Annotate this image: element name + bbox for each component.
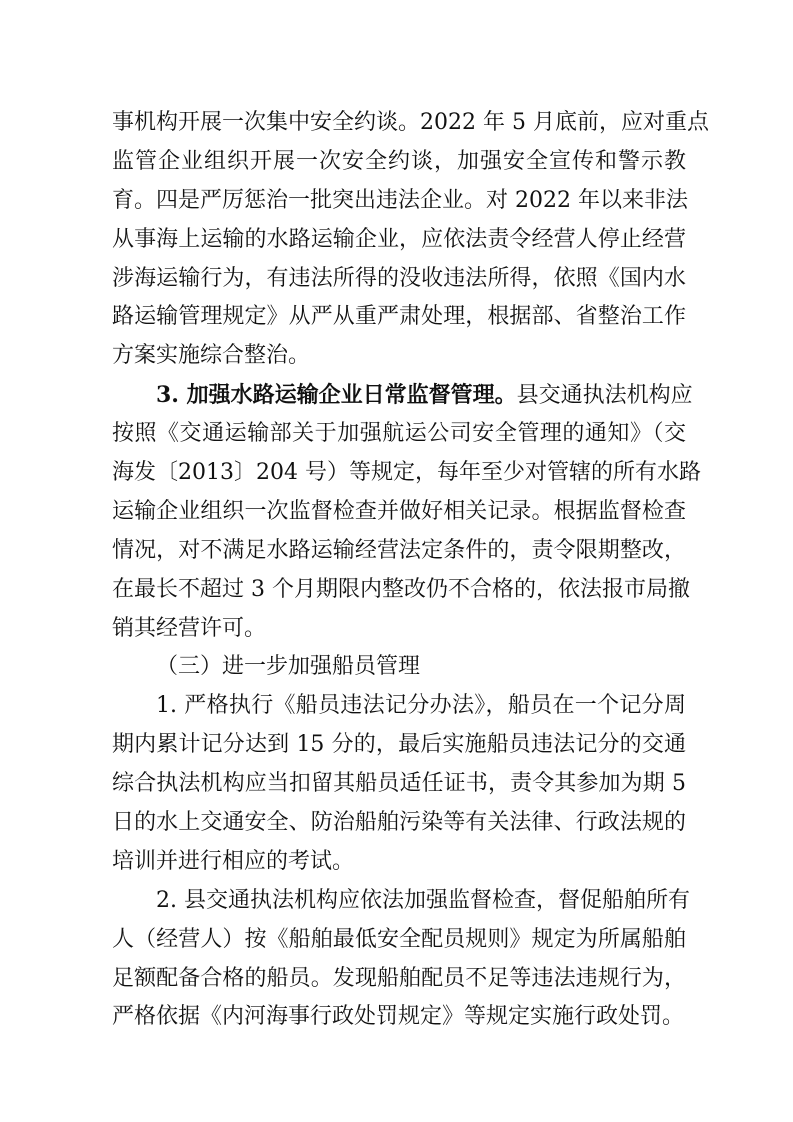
text-line: 监管企业组织开展一次安全约谈，加强安全宣传和警示教 [112,148,686,174]
text-line: 严格依据《内河海事行政处罚规定》等规定实施行政处罚。 [112,1004,685,1030]
paragraph-1 [112,104,709,376]
paragraph-4 [112,687,686,881]
text-line: 综合执法机构应当扣留其船员适任证书，责令其参加为期 5 [112,771,686,797]
text-line: 方案实施综合整治。 [112,343,311,369]
text-line: 2. 县交通执法机构应依法加强监督检查，督促船舶所有 [156,887,690,913]
text-fragment: 县交通执法机构应 [516,383,693,409]
text-line: 涉海运输行为，有违法所得的没收违法所得，依照《国内水 [112,265,686,291]
text-line: 海发〔2013〕204 号）等规定，每年至少对管辖的所有水路 [112,460,701,486]
text-line: 情况，对不满足水路运输经营法定条件的，责令限期整改， [112,537,686,563]
text-line: 期内累计记分达到 15 分的，最后实施船员违法记分的交通 [112,732,686,758]
text-line: 按照《交通运输部关于加强航运公司安全管理的通知》（交 [112,421,686,447]
text-line: 运输企业组织一次监督检查并做好相关记录。根据监督检查 [112,498,686,524]
paragraph-2 [112,376,701,648]
text-line: 育。四是严厉惩治一批突出违法企业。对 2022 年以来非法 [112,187,688,213]
text-line: 培训并进行相应的考试。 [112,848,355,874]
text-line: 在最长不超过 3 个月期限内整改仍不合格的，依法报市局撤 [112,576,690,602]
text-line: 足额配备合格的船员。发现船舶配员不足等违法违规行为， [112,965,686,991]
text-line: 人（经营人）按《船舶最低安全配员规则》规定为所属船舶 [112,926,686,952]
subsection-heading: （三）进一步加强船员管理 [156,654,421,680]
text-line [112,376,693,415]
text-line: 事机构开展一次集中安全约谈。2022 年 5 月底前，应对重点 [112,110,709,135]
text-line: 1. 严格执行《船员违法记分办法》，船员在一个记分周 [156,693,686,719]
text-line: 从事海上运输的水路运输企业，应依法责令经营人停止经营 [112,226,686,252]
text-line: 销其经营许可。 [112,615,267,641]
document-page [112,104,709,1037]
paragraph-3-subheading [112,648,686,687]
text-line: 路运输管理规定》从严从重严肃处理，根据部、省整治工作 [112,304,686,330]
text-line: 日的水上交通安全、防治船舶污染等有关法律、行政法规的 [112,810,686,836]
paragraph-5 [112,882,690,1038]
section-heading: 3. 加强水路运输企业日常监督管理。 [156,382,517,409]
